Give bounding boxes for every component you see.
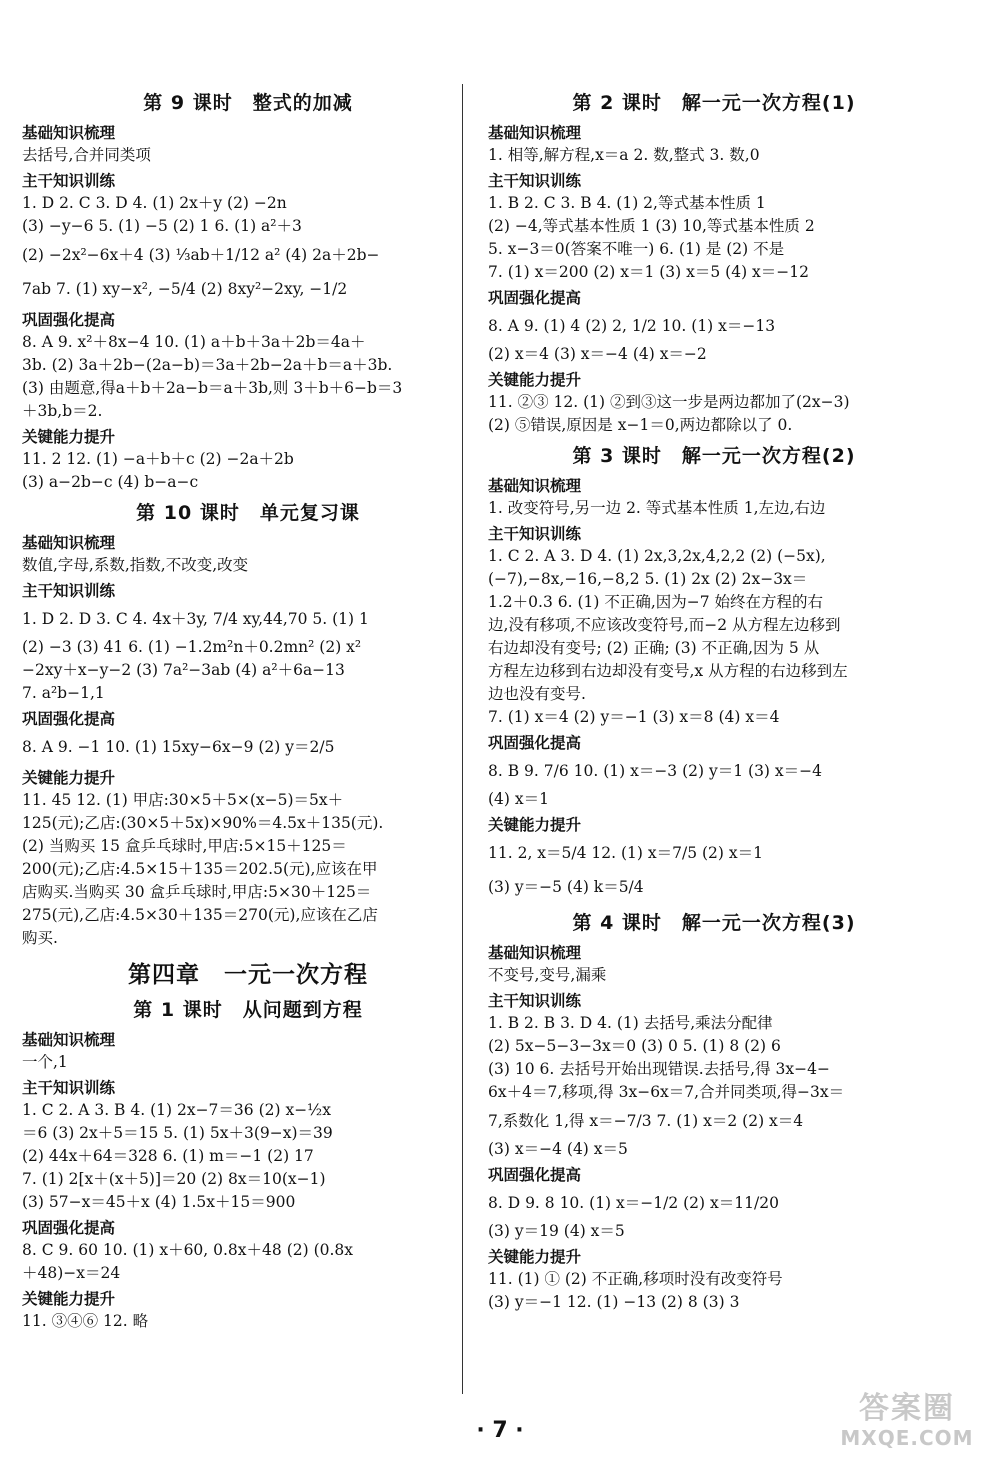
answer-line: 7. (1) x＝4 (2) y＝−1 (3) x＝8 (4) x＝4 [488,708,780,726]
answer-line: 一个,1 [22,1053,68,1071]
answer-line: (3) 由题意,得a＋b＋2a−b＝a＋3b,则 3＋b＋6−b＝3 [22,379,403,397]
section-heading: 主干知识训练 [22,582,116,600]
answer-line: 7ab 7. (1) xy−x², −5/4 (2) 8xy²−2xy, −1/2 [22,280,348,298]
answer-line: 购买. [22,929,58,947]
section-heading: 主干知识训练 [22,172,116,190]
section-heading: 巩固强化提高 [22,710,116,728]
answer-line: 边也没有变号. [488,685,586,703]
answer-line: (3) y＝−1 12. (1) −13 (2) 8 (3) 3 [488,1293,740,1311]
watermark-logo [822,1392,992,1454]
answer-line: 11. ②③ 12. (1) ②到③这一步是两边都加了(2x−3) [488,393,850,411]
answer-line: 11. 2, x＝5/4 12. (1) x＝7/5 (2) x＝1 [488,844,763,862]
answer-line: (3) 57−x＝45＋x (4) 1.5x＋15＝900 [22,1193,296,1211]
answer-line: 边,没有移项,不应该改变符号,而−2 从方程左边移到 [488,616,841,634]
column-divider [462,84,463,1394]
section-heading: 基础知识梳理 [488,477,582,495]
section-heading: 巩固强化提高 [488,734,582,752]
lesson-body [488,121,940,437]
section-heading: 巩固强化提高 [22,1219,116,1237]
answer-line: 1. B 2. C 3. B 4. (1) 2,等式基本性质 1 [488,194,766,212]
answer-line: 5. x−3＝0(答案不唯一) 6. (1) 是 (2) 不是 [488,240,785,258]
section-heading: 基础知识梳理 [488,124,582,142]
answer-line: (4) x＝1 [488,790,549,808]
answer-line: 1. B 2. B 3. D 4. (1) 去括号,乘法分配律 [488,1014,773,1032]
watermark-mark: 答案圈 [859,1391,955,1426]
answer-line: 1.2＋0.3 6. (1) 不正确,因为−7 始终在方程的右 [488,593,824,611]
section-heading: 关键能力提升 [22,1290,116,1308]
lesson-title: 第 9 课时 整式的加减 [143,92,353,114]
answer-line: 8. A 9. (1) 4 (2) 2, 1/2 10. (1) x＝−13 [488,317,776,335]
answer-line: 7. (1) 2[x＋(x＋5)]＝20 (2) 8x＝10(x−1) [22,1170,326,1188]
answer-line: (2) −4,等式基本性质 1 (3) 10,等式基本性质 2 [488,217,815,235]
answer-line: ＋48)−x＝24 [22,1264,121,1282]
answer-line: 8. D 9. 8 10. (1) x＝−1/2 (2) x＝11/20 [488,1194,779,1212]
answer-line: 11. ③④⑥ 12. 略 [22,1312,149,1330]
section-heading: 主干知识训练 [22,1079,116,1097]
watermark-url: MXQE.COM [840,1426,974,1450]
answer-line: (2) 当购买 15 盒乒乓球时,甲店:5×15＋125＝ [22,837,347,855]
answer-line: 8. C 9. 60 10. (1) x＋60, 0.8x＋48 (2) (0.8x [22,1241,354,1259]
answer-line: 去括号,合并同类项 [22,146,151,164]
section-heading: 关键能力提升 [22,769,116,787]
answer-line: 1. 改变符号,另一边 2. 等式基本性质 1,左边,右边 [488,499,826,517]
answer-line: (3) a−2b−c (4) b−a−c [22,473,199,491]
lesson-body [22,121,474,494]
section-heading: 基础知识梳理 [22,534,116,552]
section-heading: 关键能力提升 [22,428,116,446]
answer-line: 11. (1) ① (2) 不正确,移项时没有改变符号 [488,1270,783,1288]
left-column [22,84,474,1333]
answer-line: 125(元);乙店:(30×5＋5x)×90%＝4.5x＋135(元). [22,814,384,832]
lesson-title: 第 1 课时 从问题到方程 [133,999,363,1021]
answer-line: (2) ⑤错误,原因是 x−1＝0,两边都除以了 0. [488,416,793,434]
answer-line: (3) x＝−4 (4) x＝5 [488,1140,628,1158]
lesson-body [22,1028,474,1333]
answer-line: (2) −2x²−6x＋4 (3) ⅓ab＋1/12 a² (4) 2a＋2b− [22,246,380,264]
answer-line: 8. A 9. x²＋8x−4 10. (1) a＋b＋3a＋2b＝4a＋ [22,333,366,351]
answer-line: 6x＋4＝7,移项,得 3x−6x＝7,合并同类项,得−3x＝ [488,1083,845,1101]
answer-line: 数值,字母,系数,指数,不改变,改变 [22,556,249,574]
lesson-body [488,941,940,1314]
answer-line: 1. C 2. A 3. D 4. (1) 2x,3,2x,4,2,2 (2) (−5x), [488,547,826,565]
answer-line: 8. B 9. 7/6 10. (1) x＝−3 (2) y＝1 (3) x＝−4 [488,762,822,780]
answer-line: (2) 5x−5−3−3x＝0 (3) 0 5. (1) 8 (2) 6 [488,1037,781,1055]
answer-line: (−7),−8x,−16,−8,2 5. (1) 2x (2) 2x−3x＝ [488,570,808,588]
lesson-title: 第 4 课时 解一元一次方程(3) [572,912,856,934]
chapter-title: 第四章 一元一次方程 [128,962,368,988]
answer-line: 275(元),乙店:4.5×30＋135＝270(元),应该在乙店 [22,906,378,924]
answer-line: ＝6 (3) 2x＋5＝15 5. (1) 5x＋3(9−x)＝39 [22,1124,333,1142]
section-heading: 关键能力提升 [488,1248,582,1266]
section-heading: 关键能力提升 [488,371,582,389]
answer-line: 7,系数化 1,得 x＝−7/3 7. (1) x＝2 (2) x＝4 [488,1112,804,1130]
lesson-title: 第 2 课时 解一元一次方程(1) [572,92,856,114]
answer-line: ＋3b,b＝2. [22,402,103,420]
answer-line: 200(元);乙店:4.5×15＋135＝202.5(元),应该在甲 [22,860,378,878]
lesson-title: 第 10 课时 单元复习课 [136,502,360,524]
answer-line: (2) x＝4 (3) x＝−4 (4) x＝−2 [488,345,707,363]
answer-line: 1. 相等,解方程,x＝a 2. 数,整式 3. 数,0 [488,146,760,164]
answer-line: 不变号,变号,漏乘 [488,966,607,984]
section-heading: 基础知识梳理 [22,1031,116,1049]
answer-line: (2) −3 (3) 41 6. (1) −1.2m²n＋0.2mn² (2) x² [22,638,362,656]
answer-line: 11. 2 12. (1) −a＋b＋c (2) −2a＋2b [22,450,294,468]
section-heading: 基础知识梳理 [22,124,116,142]
answer-line: −2xy＋x−y−2 (3) 7a²−3ab (4) a²＋6a−13 [22,661,345,679]
answer-line: 店购买.当购买 30 盒乒乓球时,甲店:5×30＋125＝ [22,883,372,901]
answer-line: 1. C 2. A 3. B 4. (1) 2x−7＝36 (2) x−½x [22,1101,331,1119]
answer-line: 7. a²b−1,1 [22,684,105,702]
section-heading: 关键能力提升 [488,816,582,834]
section-heading: 基础知识梳理 [488,944,582,962]
answer-line: (3) y＝−5 (4) k＝5/4 [488,878,644,896]
answer-line: 右边却没有变号; (2) 正确; (3) 不正确,因为 5 从 [488,639,820,657]
section-heading: 主干知识训练 [488,992,582,1010]
answer-line: (3) −y−6 5. (1) −5 (2) 1 6. (1) a²＋3 [22,217,302,235]
answer-line: (3) 10 6. 去括号开始出现错误.去括号,得 3x−4− [488,1060,830,1078]
page-number: · 7 · [476,1418,524,1443]
answer-line: 11. 45 12. (1) 甲店:30×5＋5×(x−5)＝5x＋ [22,791,344,809]
section-heading: 主干知识训练 [488,525,582,543]
answer-line: 方程左边移到右边却没有变号,x 从方程的右边移到左 [488,662,848,680]
section-heading: 主干知识训练 [488,172,582,190]
section-heading: 巩固强化提高 [22,311,116,329]
answer-line: (2) 44x＋64＝328 6. (1) m＝−1 (2) 17 [22,1147,314,1165]
answer-line: 7. (1) x＝200 (2) x＝1 (3) x＝5 (4) x＝−12 [488,263,810,281]
lesson-body [22,531,474,950]
answer-line: 3b. (2) 3a＋2b−(2a−b)＝3a＋2b−2a＋b＝a＋3b. [22,356,393,374]
lesson-title: 第 3 课时 解一元一次方程(2) [572,445,856,467]
section-heading: 巩固强化提高 [488,289,582,307]
answer-line: (3) y＝19 (4) x＝5 [488,1222,625,1240]
answer-line: 1. D 2. D 3. C 4. 4x＋3y, 7/4 xy,44,70 5. (1) 1 [22,610,369,628]
right-column [488,84,940,1314]
answer-line: 1. D 2. C 3. D 4. (1) 2x＋y (2) −2n [22,194,287,212]
lesson-body [488,474,940,904]
section-heading: 巩固强化提高 [488,1166,582,1184]
answer-line: 8. A 9. −1 10. (1) 15xy−6x−9 (2) y＝2/5 [22,738,335,756]
